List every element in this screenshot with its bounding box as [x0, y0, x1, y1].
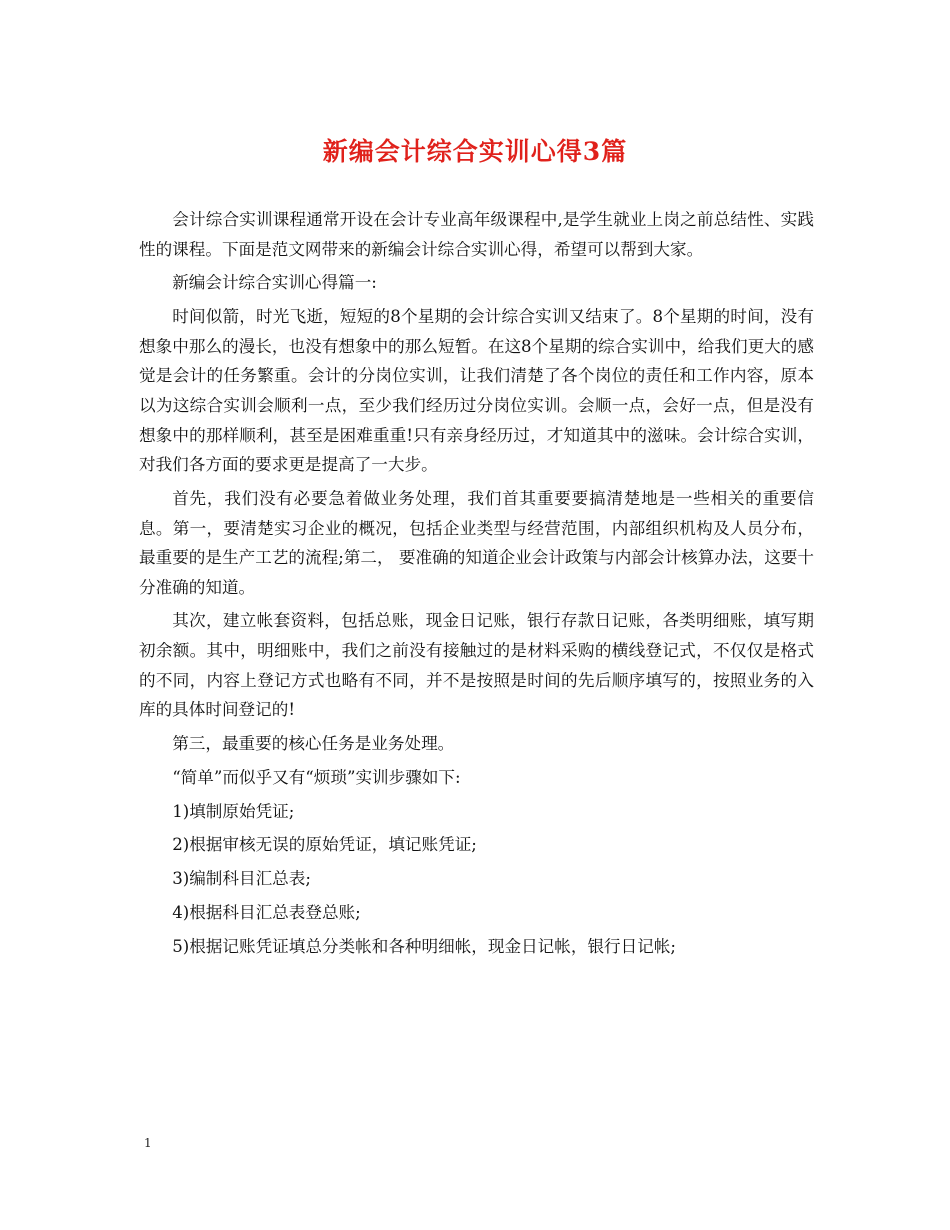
- list-item-step-5: 5)根据记账凭证填总分类帐和各种明细帐，现金日记帐，银行日记帐;: [172, 936, 677, 956]
- paragraph-third: 第三，最重要的核心任务是业务处理。: [172, 734, 455, 754]
- section-heading-part-one: 新编会计综合实训心得篇一:: [172, 273, 377, 293]
- document-title: 新编会计综合实训心得3篇: [322, 137, 628, 166]
- paragraph-steps-intro: “简单”而似乎又有“烦琐”实训步骤如下:: [172, 767, 461, 787]
- paragraph-second: 其次，建立帐套资料，包括总账，现金日记账，银行存款日记账，各类明细账，填写期初余额。其中，明细账中，我们之前没有接触过的是材料采购的横线登记式，不仅仅是格式的不同，内容上登记方式也略有不同，并不是按照是时间的先后顺序填写的，按照业务的入库的具体时间登记的!: [139, 611, 814, 720]
- list-item-step-2: 2)根据审核无误的原始凭证，填记账凭证;: [172, 835, 477, 855]
- list-item-step-4: 4)根据科目汇总表登总账;: [172, 902, 361, 922]
- list-item-step-3: 3)编制科目汇总表;: [172, 869, 311, 889]
- paragraph-experience: 时间似箭，时光飞逝，短短的8个星期的会计综合实训又结束了。8个星期的时间，没有想象中那么的漫长，也没有想象中的那么短暂。在这8个星期的综合实训中，给我们更大的感觉是会计的任务繁重。会计的分岗位实训，让我们清楚了各个岗位的责任和工作内容，原本以为这综合实训会顺利一点，至少我们经历过分岗位实训。会顺一点，会好一点，但是没有想象中的那样顺利，甚至是困难重重!只有亲身经历过，才知道其中的滋味。会计综合实训，对我们各方面的要求更是提高了一大步。: [139, 307, 814, 475]
- page-number: 1: [144, 1136, 152, 1150]
- list-item-step-1: 1)填制原始凭证;: [172, 801, 295, 821]
- document-body: [139, 205, 814, 966]
- paragraph-intro: 会计综合实训课程通常开设在会计专业高年级课程中,是学生就业上岗之前总结性、实践性的课程。下面是范文网带来的新编会计综合实训心得，希望可以帮到大家。: [139, 210, 814, 259]
- paragraph-first: 首先，我们没有必要急着做业务处理，我们首其重要要搞清楚地是一些相关的重要信息。第一，要清楚实习企业的概况，包括企业类型与经营范围，内部组织机构及人员分布，最重要的是生产工艺的流程;第二， 要准确的知道企业会计政策与内部会计核算办法，这要十分准确的知道。: [139, 488, 814, 597]
